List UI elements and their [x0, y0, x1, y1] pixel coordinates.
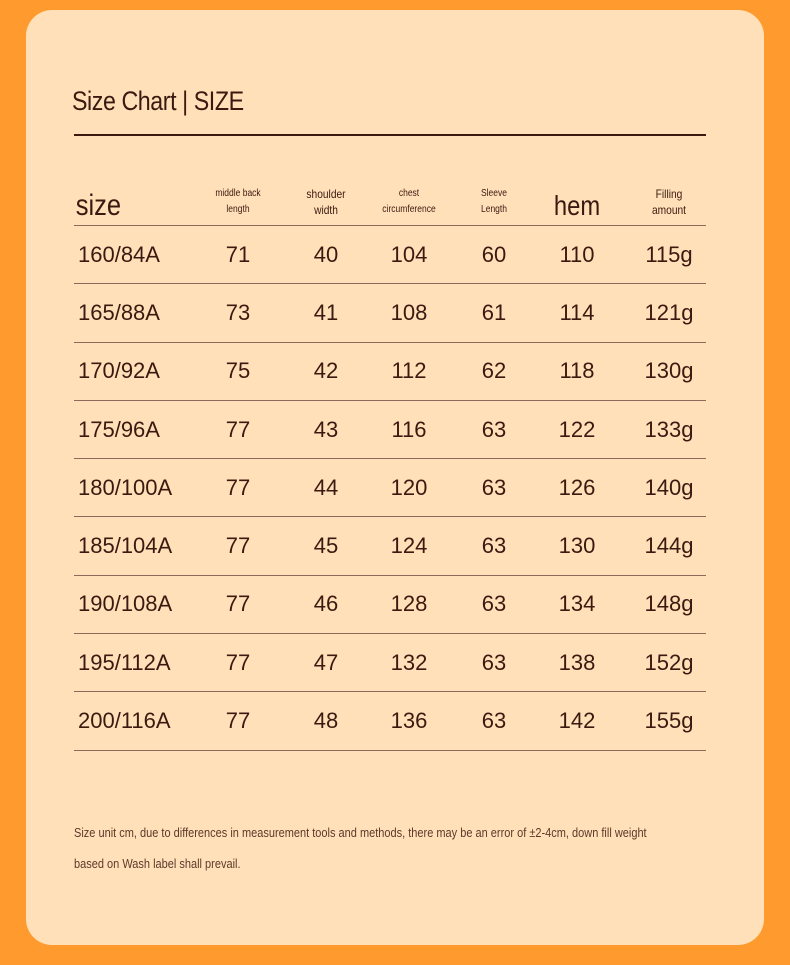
- table-cell: 134: [558, 591, 596, 617]
- table-cell: 133g: [644, 416, 694, 442]
- table-cell: 138: [558, 649, 596, 675]
- table-cell: 124: [390, 533, 428, 559]
- table-cell: 120: [390, 474, 428, 500]
- size-chart-card: [26, 10, 764, 945]
- table-cell: 118: [559, 358, 595, 384]
- table-row: [74, 226, 706, 284]
- table-row: [74, 284, 706, 342]
- table-row: [74, 517, 706, 575]
- table-cell: 116: [391, 416, 427, 442]
- header-chest-circumference: chest circumference: [382, 187, 436, 215]
- table-row: [74, 401, 706, 459]
- table-cell: 71: [225, 241, 251, 267]
- table-cell: 63: [481, 533, 507, 559]
- table-cell: 155g: [644, 708, 694, 734]
- table-cell: 63: [481, 649, 507, 675]
- table-cell: 46: [313, 591, 339, 617]
- table-row: [74, 634, 706, 692]
- table-cell: 60: [481, 241, 507, 267]
- table-cell: 114: [559, 299, 595, 325]
- table-cell: 62: [481, 358, 507, 384]
- table-cell: 110: [559, 241, 595, 267]
- page-title: Size Chart | SIZE: [72, 86, 244, 116]
- table-cell: 130g: [644, 358, 694, 384]
- table-cell: 170/92A: [78, 358, 160, 384]
- table-cell: 47: [313, 649, 339, 675]
- table-cell: 200/116A: [78, 708, 171, 734]
- table-cell: 77: [225, 474, 251, 500]
- table-cell: 48: [313, 708, 339, 734]
- header-filling-amount: Filling amount: [651, 186, 687, 217]
- table-cell: 63: [481, 474, 507, 500]
- table-cell: 73: [225, 299, 251, 325]
- table-cell: 165/88A: [78, 299, 160, 325]
- table-cell: 112: [391, 358, 427, 384]
- table-cell: 140g: [644, 474, 694, 500]
- table-cell: 115g: [645, 241, 693, 267]
- size-table: [74, 178, 706, 751]
- table-cell: 128: [390, 591, 428, 617]
- header-hem: hem: [553, 189, 601, 221]
- table-cell: 77: [225, 591, 251, 617]
- table-row: [74, 343, 706, 401]
- table-cell: 63: [481, 591, 507, 617]
- table-cell: 77: [225, 416, 251, 442]
- table-cell: 75: [225, 358, 251, 384]
- table-cell: 108: [390, 299, 428, 325]
- title-divider: [74, 134, 706, 136]
- table-cell: 175/96A: [78, 416, 160, 442]
- table-cell: 136: [390, 708, 428, 734]
- header-shoulder-width: shoulder width: [306, 186, 346, 217]
- table-cell: 142: [558, 708, 596, 734]
- table-cell: 121g: [644, 299, 694, 325]
- table-cell: 190/108A: [78, 591, 173, 617]
- table-header-row: [74, 178, 706, 226]
- table-cell: 41: [313, 299, 339, 325]
- table-cell: 126: [558, 474, 596, 500]
- table-cell: 61: [481, 299, 507, 325]
- table-cell: 130: [558, 533, 596, 559]
- table-cell: 148g: [644, 591, 694, 617]
- table-cell: 40: [313, 241, 339, 267]
- table-cell: 63: [481, 708, 507, 734]
- header-middle-back-length: middle back length: [215, 187, 261, 215]
- table-cell: 104: [390, 241, 428, 267]
- table-row: [74, 459, 706, 517]
- table-cell: 45: [313, 533, 339, 559]
- table-cell: 195/112A: [78, 649, 171, 675]
- header-sleeve-length: Sleeve Length: [480, 187, 508, 215]
- table-cell: 132: [390, 649, 428, 675]
- table-cell: 77: [225, 708, 251, 734]
- table-cell: 77: [225, 649, 251, 675]
- table-cell: 44: [313, 474, 339, 500]
- measurement-note: Size unit cm, due to differences in measurement tools and methods, there may be an error of ±2-4cm, down fill weight based on Wash label shall prevail.: [74, 826, 647, 871]
- table-row: [74, 692, 706, 750]
- table-cell: 185/104A: [78, 533, 173, 559]
- table-cell: 160/84A: [78, 241, 160, 267]
- header-size: size: [75, 188, 122, 222]
- table-body: [74, 226, 706, 751]
- table-cell: 43: [313, 416, 339, 442]
- table-cell: 180/100A: [78, 474, 173, 500]
- table-cell: 144g: [644, 533, 694, 559]
- table-cell: 42: [313, 358, 339, 384]
- table-cell: 122: [558, 416, 596, 442]
- table-row: [74, 576, 706, 634]
- table-cell: 77: [225, 533, 251, 559]
- table-cell: 63: [481, 416, 507, 442]
- table-cell: 152g: [644, 649, 694, 675]
